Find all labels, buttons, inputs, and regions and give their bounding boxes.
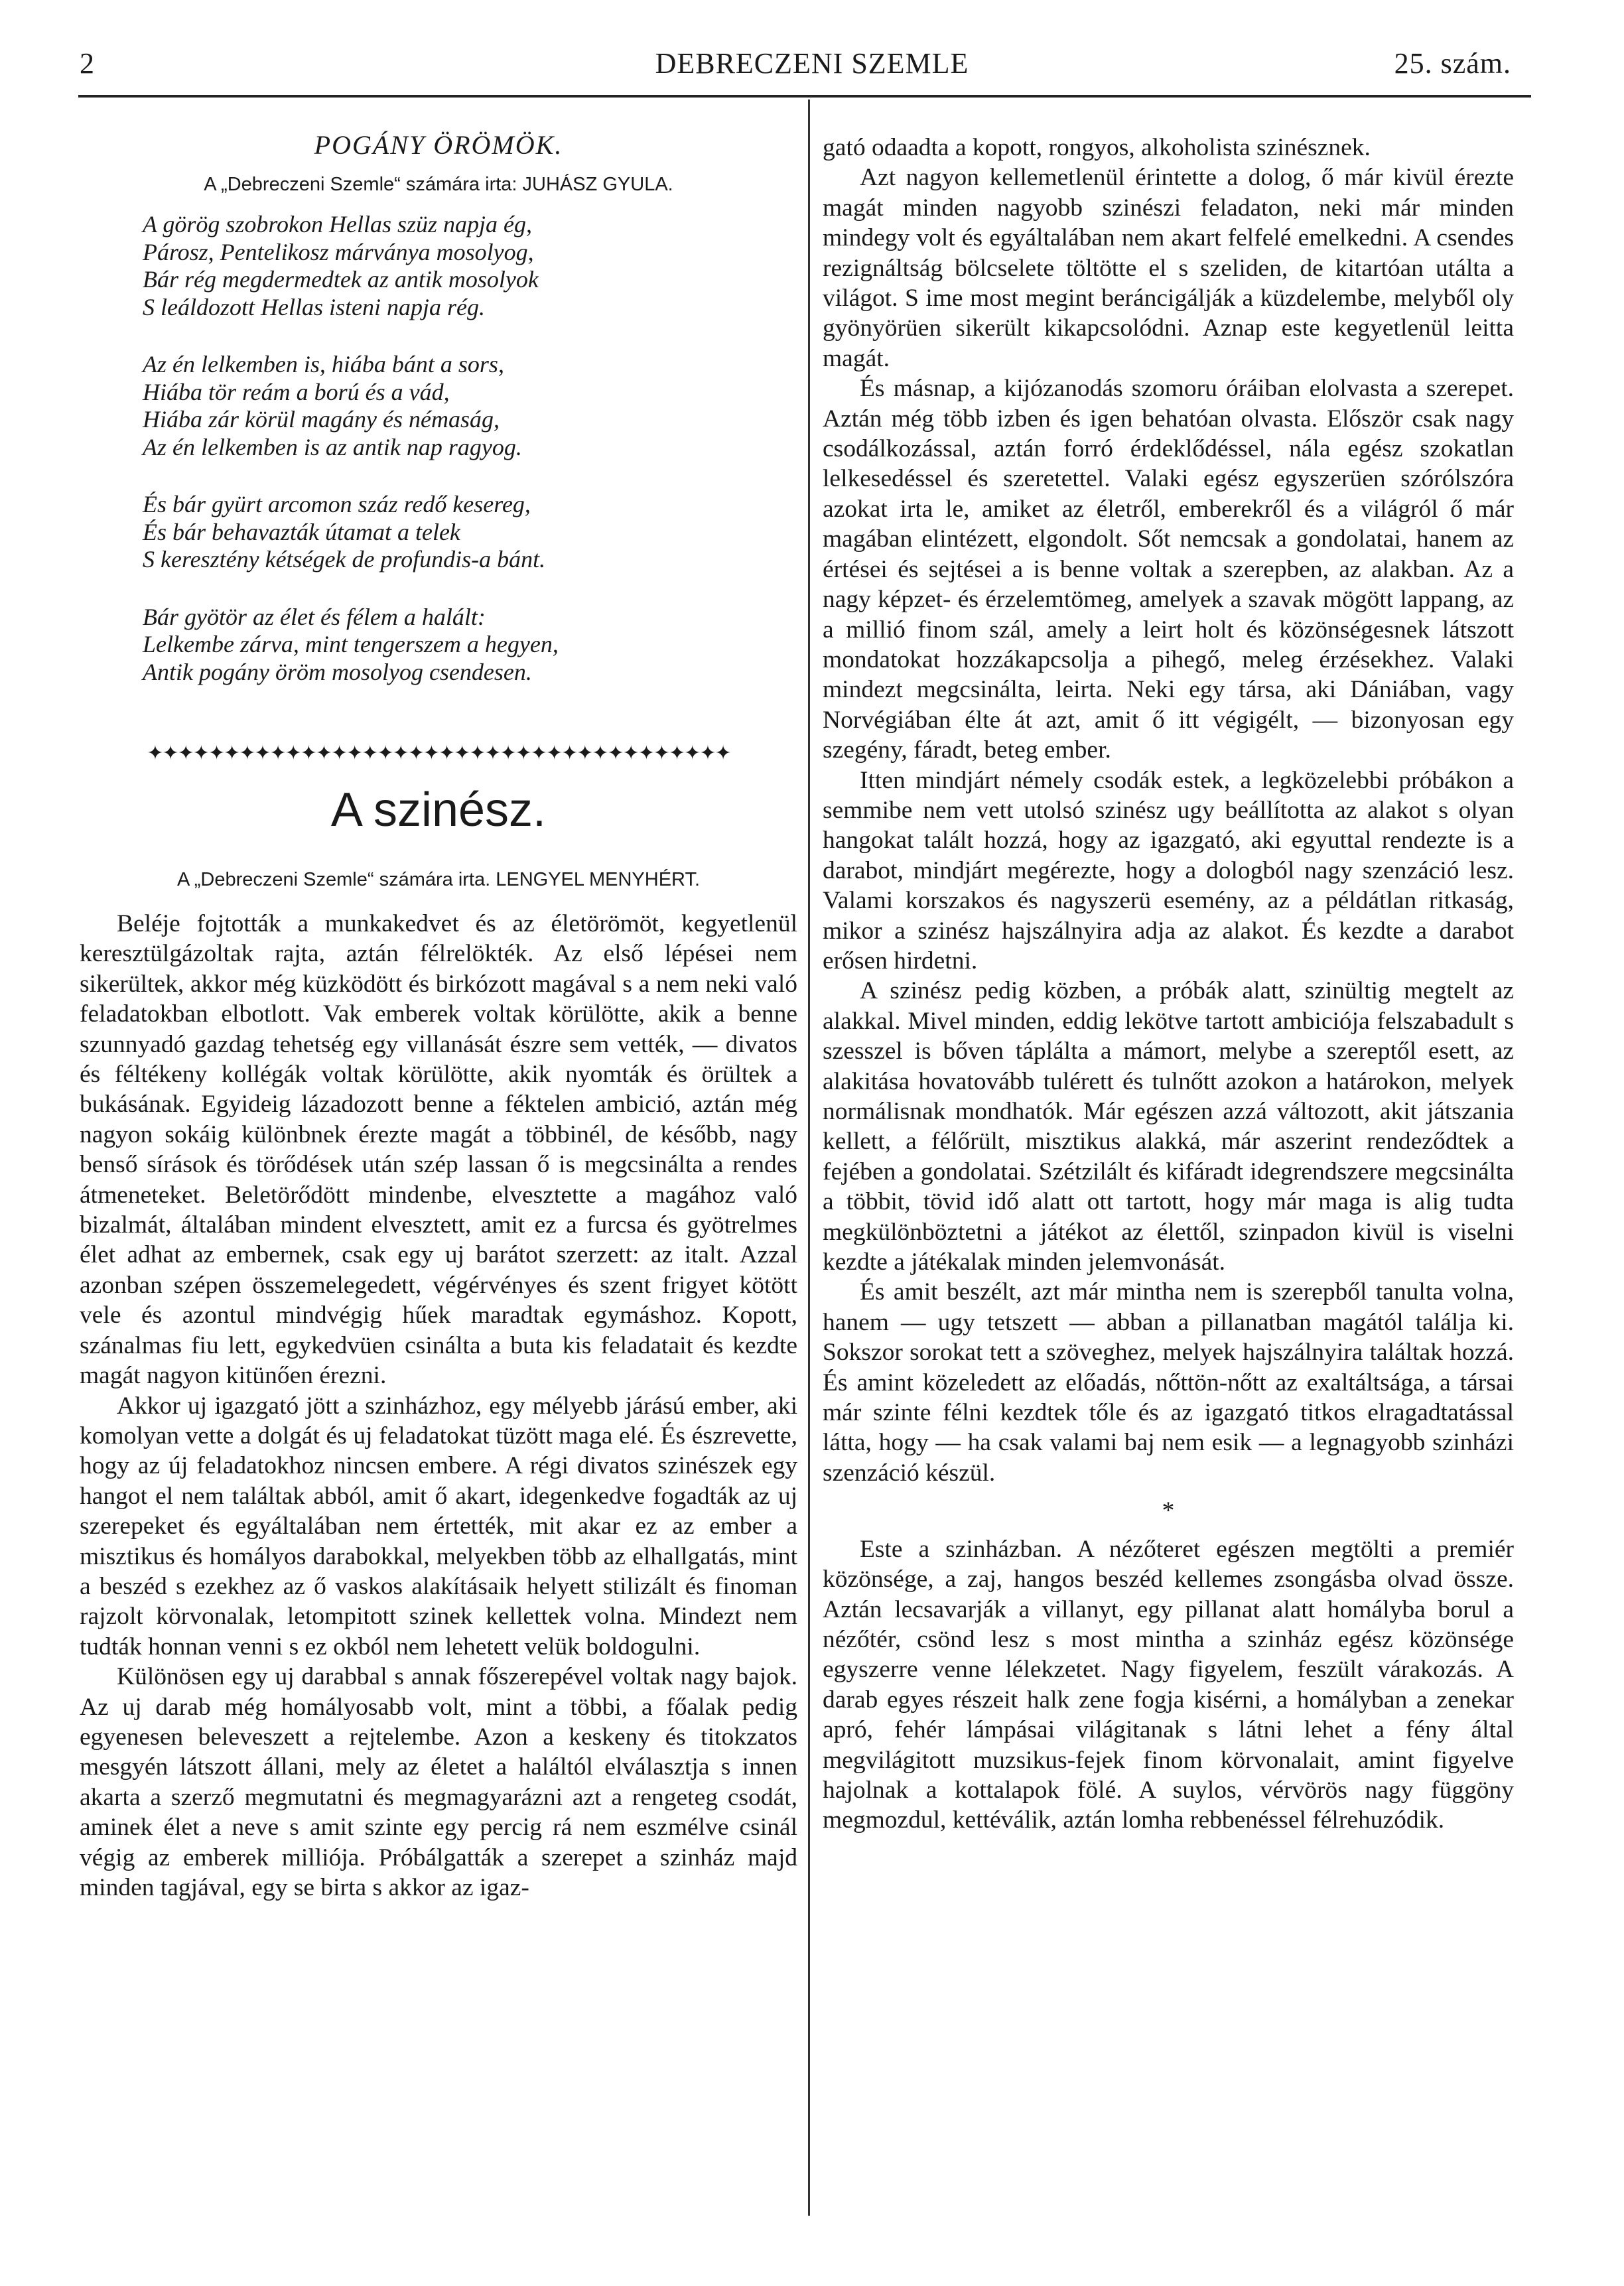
poem-line: S keresztény kétségek de profundis-a bánt.: [143, 546, 546, 572]
poem-line: Bár rég megdermedtek az antik mosolyok: [143, 266, 539, 293]
masthead: DEBRECZENI SZEMLE: [655, 47, 969, 80]
paragraph: A szinész pedig közben, a próbák alatt, szinültig megtelt az alakkal. Mivel minden, eddig lekötve tartott ambiciója felszabadult s szesszel is bőven táplálta a mámort, melybe a szereptől esett, az alakitása hovatovább tulérett és tulnőtt azokon a határokon, melyek normálisnak mondhatók. Már egészen azzá változott, akit játszania kellett, a félőrült, misztikus alakká, már aszerint rendeződtek a fejében a gondolatai. Szétzilált és kifáradt idegrendszere megcsinálta a többit, tövid idő alatt ott tartott, hogy már maga is alig tudta megkülönböztetni a játékot az élettől, szinpadon kivül is viselni kezdte a játékalak minden jelemvonását.: [823, 977, 1514, 1276]
poem-line: Bár gyötör az élet és félem a halált:: [143, 603, 486, 630]
poem-stanza: [143, 491, 559, 574]
poem-line: Párosz, Pentelikosz márványa mosolyog,: [143, 238, 534, 265]
poem-line: És bár behavazták útamat a telek: [143, 518, 460, 545]
paragraph: Itten mindjárt némely csodák estek, a legközelebbi próbákon a semmibe nem vett utolsó szinész ugy beállította az alakot s olyan hangokat talált hozzá, hogy az igazgató, aki egyuttal rendezte is a darabot, mindjárt megérezte, hogy a dologból nagy szenzáció lesz. Valami korszakos és nagyszerü esemény, az a példátlan ritkaság, mikor a szinész hajszálnyira adja az alakot. És kezdte a darabot erősen hirdetni.: [823, 766, 1514, 975]
poem-line: Hiába tör reám a ború és a vád,: [143, 378, 450, 405]
poem-line: A görög szobrokon Hellas szüz napja ég,: [143, 211, 533, 237]
poem-line: És bár gyürt arcomon száz redő kesereg,: [143, 491, 531, 517]
paragraph: Este a szinházban. A nézőteret egészen megtölti a premiér közönsége, a zaj, hangos beszéd kellemes zsongásba olvad össze. Aztán lecsavarják a villanyt, egy pillanat alatt homályba borul a nézőtér, csönd lesz s most mintha a szinház egész közönsége egyszerre venne lélekzetet. Nagy figyelem, feszült várakozás. A darab egyes részeit halk zene fogja kisérni, a homályban a zenekar apró, fehér lámpásai világitanak s látni lehet a fény által megvilágitott muzsikus-fejek finom körvonalait, amint figyelve hajolnak a kottalapok fölé. A suylos, vérvörös nagy függöny megmozdul, kettéválik, aztán lomha rebbenéssel félrehuzódik.: [823, 1535, 1514, 1834]
poem-line: Hiába zár körül magány és némaság,: [143, 406, 500, 433]
poem-byline: A „Debreczeni Szemle“ számára irta: JUHÁSZ GYULA.: [204, 174, 673, 195]
poem-body: [143, 211, 559, 716]
poem-stanza: [143, 604, 559, 687]
paragraph: És másnap, a kijózanodás szomoru óráiban elolvasta a szerepet. Aztán még több izben és igen behatóan olvasta. Először csak nagy csodálkozással, aztán forró érdeklődéssel, nála egész szokatlan lelkesedéssel és szeretettel. Valaki egész egyszerüen szórólszóra azokat irta le, amiket az életről, emberekről és a világról ő már magában elintézett, elgondolt. Sőt nemcsak a gondolatai, hanem az értései és sejtései a is benne voltak a szerepben, az alakban. Az a nagy képzet- és érzelemtömeg, amelyek a szavak mögött lappang, az a millió finom szál, amely a leirt holt és közönségesnek látszott mondatokat hozzákapcsolja a pihegő, meleg érzésekhez. Valaki mindezt megcsinálta, leirta. Neki egy társa, aki Dániában, vagy Norvégiában élte át azt, amit ő itt végigélt, — bizonyosan egy szegény, fáradt, beteg ember.: [823, 375, 1514, 764]
poem-line: S leáldozott Hellas isteni napja rég.: [143, 293, 485, 320]
issue-number: 25. szám.: [1394, 47, 1511, 80]
poem-title: POGÁNY ÖRÖMÖK.: [314, 130, 563, 160]
page-number: 2: [80, 47, 95, 80]
paragraph: Azt nagyon kellemetlenül érintette a dolog, ő már kivül érezte magát minden nagyobb szinészi feladaton, neki már minden mindegy volt és egyáltalában nem akart felfelé emelkedni. A csendes rezignáltság bölcselete töltötte el s szeliden, de kitartóan utálta a világot. S ime most megint beráncigálják a küzdelembe, melyből oly gyönyörüen sikerült kikapcsolódni. Aznap este kegyetlenül leitta magát.: [823, 164, 1514, 372]
paragraph: És amit beszélt, azt már mintha nem is szerepből tanulta volna, hanem — ugy tetszett — abban a pillanatban magától találja ki. Sokszor sorokat tett a szöveghez, melyek hajszálnyira találtak hozzá. És amint közeledett az előadás, nőttön-nőtt az exaltáltsága, a társai már szinte félni kezdtek tőle és az igazgató titkos elragadtatással látta, hogy — ha csak valami baj nem esik — a legnagyobb szinházi szenzáció készül.: [823, 1278, 1514, 1487]
story-byline: A „Debreczeni Szemle“ számára irta. LENGYEL MENYHÉRT.: [176, 869, 701, 890]
paragraph: Különösen egy uj darabbal s annak főszerepével voltak nagy bajok. Az uj darab még homályosabb volt, mint a többi, a főalak pedig egyenesen beleveszett a rejtelembe. Azon a keskeny és titokzatos mesgyén látszott állani, mely az életet a haláltól elválasztja s innen akarta a szerző megmutatni és megmagyarázni azt a rengeteg csodát, aminek élet a neve s amit szinte egy percig rá nem eszmélve csinál végig az emberek milliója. Próbálgatták a szerepet a szinház majd minden tagjával, egy se birta s akkor az igaz-: [80, 1663, 797, 1901]
poem-line: Lelkembe zárva, mint tengerszem a hegyen,: [143, 631, 559, 657]
poem-stanza: [143, 211, 559, 321]
paragraph: gató odaadta a kopott, rongyos, alkoholista szinésznek.: [823, 134, 1371, 161]
paragraph: Akkor uj igazgató jött a szinházhoz, egy mélyebb járású ember, aki komolyan vette a dolgát és uj feladatokat tüzött maga elé. És észrevette, hogy az új feladatokhoz nincsen embere. A régi divatos szinészek egy hangot el nem találtak abból, amit ő akart, idegenkedve fogadták az uj szerepeket és egyáltalában nem értették, mit akar ez az ember a misztikus és homályos darabokkal, melyekben több az elhallgatás, mint a beszéd s ezekhez az ő vaskos alakításaik helyett stilizált és finoman rajzolt körvonalak, letompitott szinek kellettek volna. Mindezt nem tudták honnan venni s ez okból nem lehetett velük boldogulni.: [80, 1392, 797, 1660]
ornament-divider: ✦✦✦✦✦✦✦✦✦✦✦✦✦✦✦✦✦✦✦✦✦✦✦✦✦✦✦✦✦✦✦✦✦✦✦✦✦✦: [147, 742, 730, 765]
poem-line: Az én lelkemben is az antik nap ragyog.: [143, 433, 522, 460]
poem-line: Antik pogány öröm mosolyog csendesen.: [143, 658, 532, 685]
paragraph: Beléje fojtották a munkakedvet és az életörömöt, kegyetlenül keresztülgázoltak rajta, aztán félrelökték. Az első lépései nem sikerültek, akkor még küzködött és birkózott magával s a nem neki való feladatokban elbotlott. Vak emberek voltak körülötte, akik a benne szunnyadó gazdag tehetség egy villanását észre sem vették, — divatos és féltékeny kollégák voltak körülötte, akik nyomták és örültek a bukásának. Egyideig lázadozott benne a féktelen ambició, aztán még nagyon sokáig különbnek érezte magát a többinél, de később, nagy benső sírások és törődések után szép lassan ő is megcsinálta a rendes átmeneteket. Beletörődött mindenbe, elvesztette a magához való bizalmát, általában mindent elvesztett, amit ez a furcsa és gyötrelmes élet adhat az embernek, csak egy uj barátot szerzett: az italt. Azzal azonban szépen összemelegedett, végérvényes és szent frigyet kötött vele és azontul mindvégig hűek maradtak egymáshoz. Kopott, szánalmas fiu lett, egykedvüen csinálta a buta kis feladatait és kezdte magát nagyon kitünően érezni.: [80, 910, 797, 1390]
header-rule: [78, 95, 1531, 98]
poem-stanza: [143, 351, 559, 461]
right-column-text: [823, 133, 1514, 1836]
column-divider: [808, 100, 810, 2216]
poem-line: Az én lelkemben is, hiába bánt a sors,: [143, 351, 504, 377]
left-column-text: [80, 909, 797, 1903]
section-break: *: [1162, 1497, 1175, 1525]
story-title: A szinész.: [330, 783, 547, 837]
